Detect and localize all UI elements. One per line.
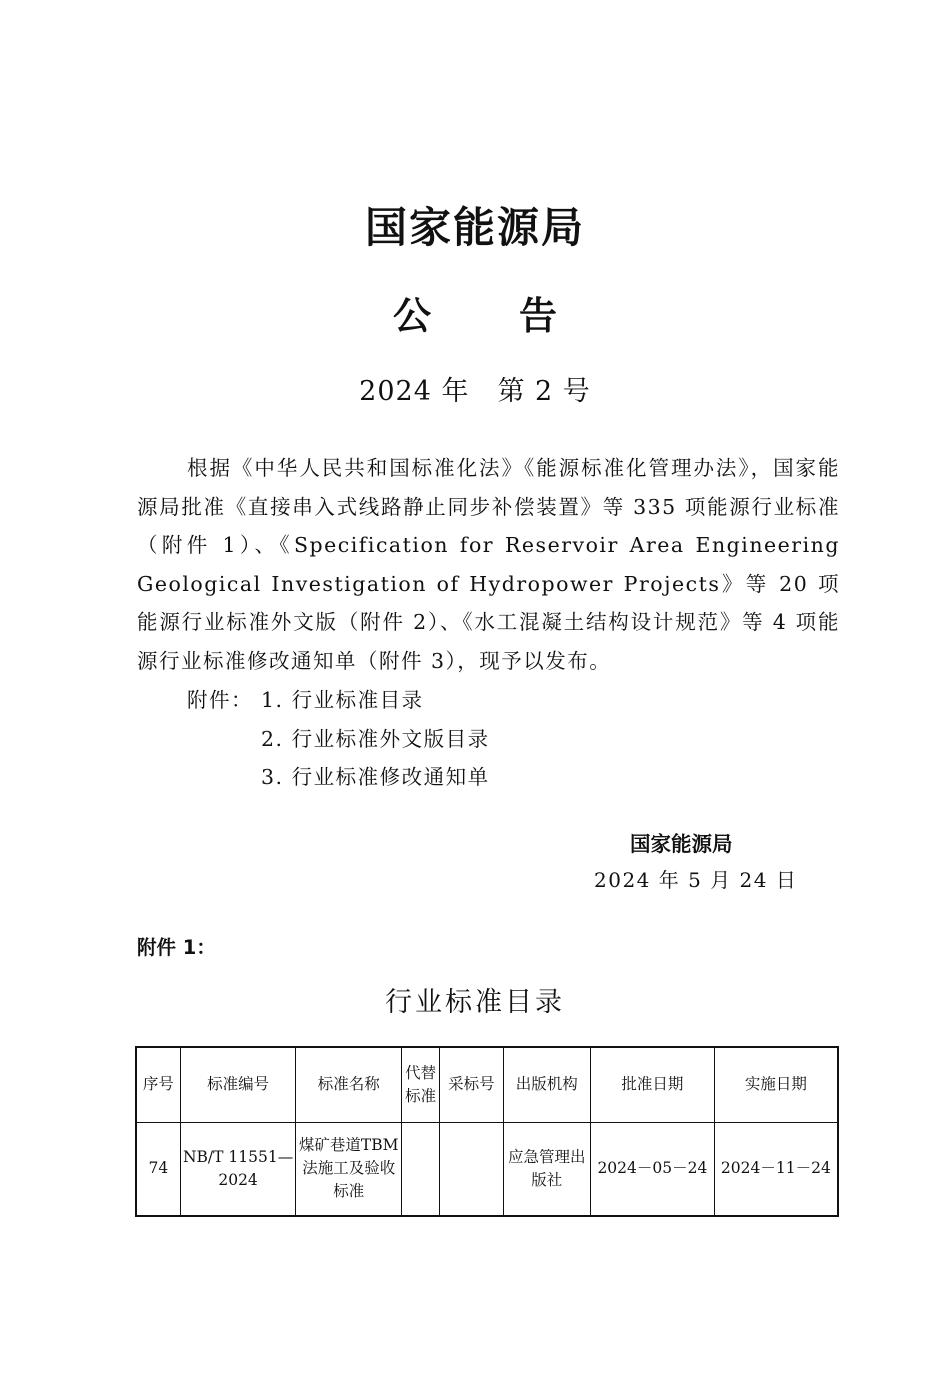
announcement-paragraph: 根据《中华人民共和国标准化法》《能源标准化管理办法》，国家能源局批准《直接串入式线路静止同步补偿装置》等 335 项能源行业标准（附件 1）、《Specification for Reservoir Area Engineering Geological Investigation of Hydropower Projects》等 20 项能源行业标准外文版（附件 2）、《水工混凝土结构设计规范》等 4 项能源行业标准修改通知单（附件 3），现予以发布。 bbox=[137, 456, 840, 673]
attachment-item-2: 2. 行业标准外文版目录 bbox=[261, 726, 490, 751]
cell-index: 74 bbox=[136, 1122, 180, 1216]
attachment-item bbox=[187, 720, 490, 759]
attachment-item bbox=[187, 758, 490, 797]
standards-table bbox=[135, 1046, 839, 1217]
attachment-item-1: 1. 行业标准目录 bbox=[261, 688, 424, 712]
table-row bbox=[136, 1122, 838, 1216]
signature-agency: 国家能源局 bbox=[630, 832, 733, 856]
attachment-item bbox=[187, 681, 490, 720]
attachment-item-3: 3. 行业标准修改通知单 bbox=[261, 765, 490, 790]
cell-adopted-no bbox=[440, 1122, 503, 1216]
appendix-label: 附件 1： bbox=[137, 936, 216, 959]
cell-replaces bbox=[402, 1122, 440, 1216]
attachments-label: 附件： bbox=[187, 688, 253, 712]
column-header-adopted-no: 采标号 bbox=[440, 1047, 503, 1122]
agency-title: 国家能源局 bbox=[364, 203, 585, 252]
cell-name: 煤矿巷道TBM法施工及验收标准 bbox=[296, 1122, 402, 1216]
document-number: 2024 年 第 2 号 bbox=[359, 376, 591, 407]
table-header-row bbox=[136, 1047, 838, 1122]
cell-publisher: 应急管理出版社 bbox=[503, 1122, 590, 1216]
attachment-list bbox=[187, 681, 490, 797]
column-header-publisher: 出版机构 bbox=[503, 1047, 590, 1122]
cell-approval-date: 2024－05－24 bbox=[591, 1122, 715, 1216]
document-type-char-2: 告 bbox=[519, 294, 558, 338]
document-type-heading bbox=[0, 288, 950, 344]
column-header-approval-date: 批准日期 bbox=[591, 1047, 715, 1122]
appendix-title: 行业标准目录 bbox=[385, 987, 565, 1018]
cell-code: NB/T 11551—2024 bbox=[180, 1122, 296, 1216]
column-header-index: 序号 bbox=[136, 1047, 180, 1122]
signature-date: 2024 年 5 月 24 日 bbox=[594, 868, 798, 892]
announcement-body bbox=[137, 449, 840, 681]
column-header-effective-date: 实施日期 bbox=[714, 1047, 838, 1122]
column-header-code: 标准编号 bbox=[180, 1047, 296, 1122]
cell-effective-date: 2024－11－24 bbox=[714, 1122, 838, 1216]
document-type-char-1: 公 bbox=[392, 294, 431, 338]
column-header-replaces: 代替标准 bbox=[402, 1047, 440, 1122]
column-header-name: 标准名称 bbox=[296, 1047, 402, 1122]
